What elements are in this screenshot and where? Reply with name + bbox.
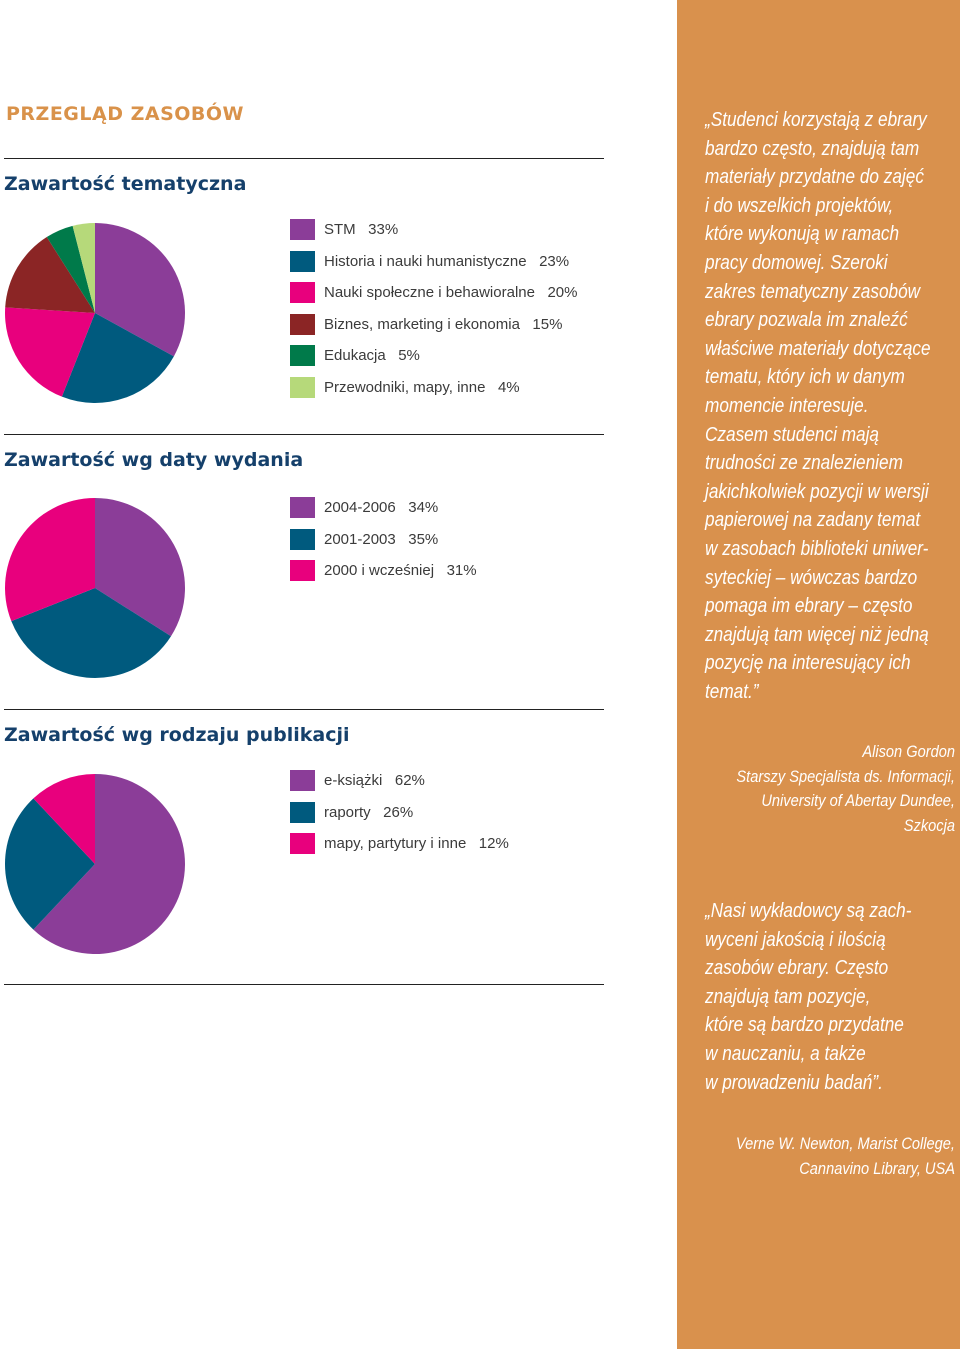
legend-label: STM 33% xyxy=(324,221,399,239)
legend-item xyxy=(290,214,577,246)
legend-swatch xyxy=(290,833,315,854)
quote-line: zakres tematyczny zasobów xyxy=(705,280,921,303)
quote-line: znajdują tam więcej niż jedną xyxy=(705,623,929,646)
quote-line: pomaga im ebrary – często xyxy=(705,595,913,618)
divider xyxy=(4,984,604,985)
quote-line: które są bardzo przydatne xyxy=(705,1014,904,1037)
legend-swatch xyxy=(290,345,315,366)
chart-title-subject: Zawartość tematyczna xyxy=(4,173,247,195)
legend-item xyxy=(290,797,509,829)
quote-line: materiały przydatne do zajęć xyxy=(705,166,924,189)
quote-line: w prowadzeniu badań”. xyxy=(705,1071,883,1094)
legend-item xyxy=(290,524,477,556)
quote-lecturers xyxy=(705,897,955,1097)
quote-line: tematu, który ich w danym xyxy=(705,366,905,389)
quote-line: pozycję na interesujący ich xyxy=(705,652,911,675)
pie-chart-subject xyxy=(4,222,186,404)
attribution-line: Starszy Specjalista ds. Informacji, xyxy=(736,766,955,786)
legend-label: 2001-2003 35% xyxy=(324,530,439,548)
quote-line: momencie interesuje. xyxy=(705,394,869,417)
legend-label: mapy, partytury i inne 12% xyxy=(324,835,509,853)
attribution-line: Cannavino Library, USA xyxy=(799,1158,955,1178)
quote-sidebar xyxy=(677,0,960,1349)
chart-title-type: Zawartość wg rodzaju publikacji xyxy=(4,724,350,746)
quote-line: które wykonują w ramach xyxy=(705,223,900,246)
legend-swatch xyxy=(290,770,315,791)
legend-swatch xyxy=(290,560,315,581)
legend-label: Edukacja 5% xyxy=(324,347,420,365)
legend-date xyxy=(290,492,477,587)
quote-line: temat.” xyxy=(705,680,759,703)
legend-label: Biznes, marketing i ekonomia 15% xyxy=(324,315,563,333)
legend-item xyxy=(290,277,577,309)
legend-item xyxy=(290,309,577,341)
attribution-line: Alison Gordon xyxy=(862,742,955,761)
legend-swatch xyxy=(290,314,315,335)
chart-title-date: Zawartość wg daty wydania xyxy=(4,449,304,471)
quote-line: papierowej na zadany temat xyxy=(705,509,921,532)
quote-line: znajdują tam pozycje, xyxy=(705,985,871,1008)
pie-chart-date xyxy=(4,497,186,679)
legend-label: Przewodniki, mapy, inne 4% xyxy=(324,378,520,396)
legend-label: raporty 26% xyxy=(324,803,414,821)
legend-item xyxy=(290,828,509,860)
quote-line: wyceni jakością i ilością xyxy=(705,928,886,951)
attribution-line: Szkocja xyxy=(903,815,955,835)
quote-line: Czasem studenci mają xyxy=(705,423,879,446)
page-title: PRZEGLĄD ZASOBÓW xyxy=(6,103,245,125)
quote-line: w nauczaniu, a także xyxy=(705,1042,866,1065)
legend-label: e-książki 62% xyxy=(324,772,425,790)
legend-item xyxy=(290,492,477,524)
divider xyxy=(4,709,604,710)
legend-swatch xyxy=(290,497,315,518)
quote-line: pracy domowej. Szeroki xyxy=(705,251,888,274)
legend-swatch xyxy=(290,282,315,303)
legend-swatch xyxy=(290,377,315,398)
legend-label: 2004-2006 34% xyxy=(324,499,439,517)
quote-line: jakichkolwiek pozycji w wersji xyxy=(705,480,929,503)
quote-lecturers-attribution xyxy=(677,1132,955,1181)
quote-line: syteckiej – wówczas bardzo xyxy=(705,566,918,589)
divider xyxy=(4,434,604,435)
quote-line: „Studenci korzystają z ebrary xyxy=(705,109,927,131)
quote-line: w zasobach biblioteki uniwer- xyxy=(705,537,929,560)
legend-label: Nauki społeczne i behawioralne 20% xyxy=(324,284,578,302)
attribution-line: Verne W. Newton, Marist College, xyxy=(735,1134,955,1153)
pie-chart-type xyxy=(4,773,186,955)
quote-line: bardzo często, znajdują tam xyxy=(705,137,920,160)
divider xyxy=(4,158,604,159)
quote-line: zasobów ebrary. Często xyxy=(705,957,889,980)
legend-item xyxy=(290,340,577,372)
legend-swatch xyxy=(290,251,315,272)
legend-type xyxy=(290,765,509,860)
legend-item xyxy=(290,765,509,797)
legend-item xyxy=(290,246,577,278)
legend-label: 2000 i wcześniej 31% xyxy=(324,562,477,580)
quote-line: „Nasi wykładowcy są zach- xyxy=(705,900,912,922)
legend-label: Historia i nauki humanistyczne 23% xyxy=(324,252,570,270)
quote-line: trudności ze znalezieniem xyxy=(705,452,903,475)
legend-subject xyxy=(290,214,577,403)
quote-line: i do wszelkich projektów, xyxy=(705,194,894,217)
legend-swatch xyxy=(290,802,315,823)
quote-students xyxy=(705,106,955,706)
legend-item xyxy=(290,372,577,404)
legend-swatch xyxy=(290,529,315,550)
attribution-line: University of Abertay Dundee, xyxy=(761,791,955,810)
legend-item xyxy=(290,555,477,587)
legend-swatch xyxy=(290,219,315,240)
quote-students-attribution xyxy=(677,740,955,838)
quote-line: właściwe materiały dotyczące xyxy=(705,337,931,360)
quote-line: ebrary pozwala im znaleźć xyxy=(705,309,908,332)
